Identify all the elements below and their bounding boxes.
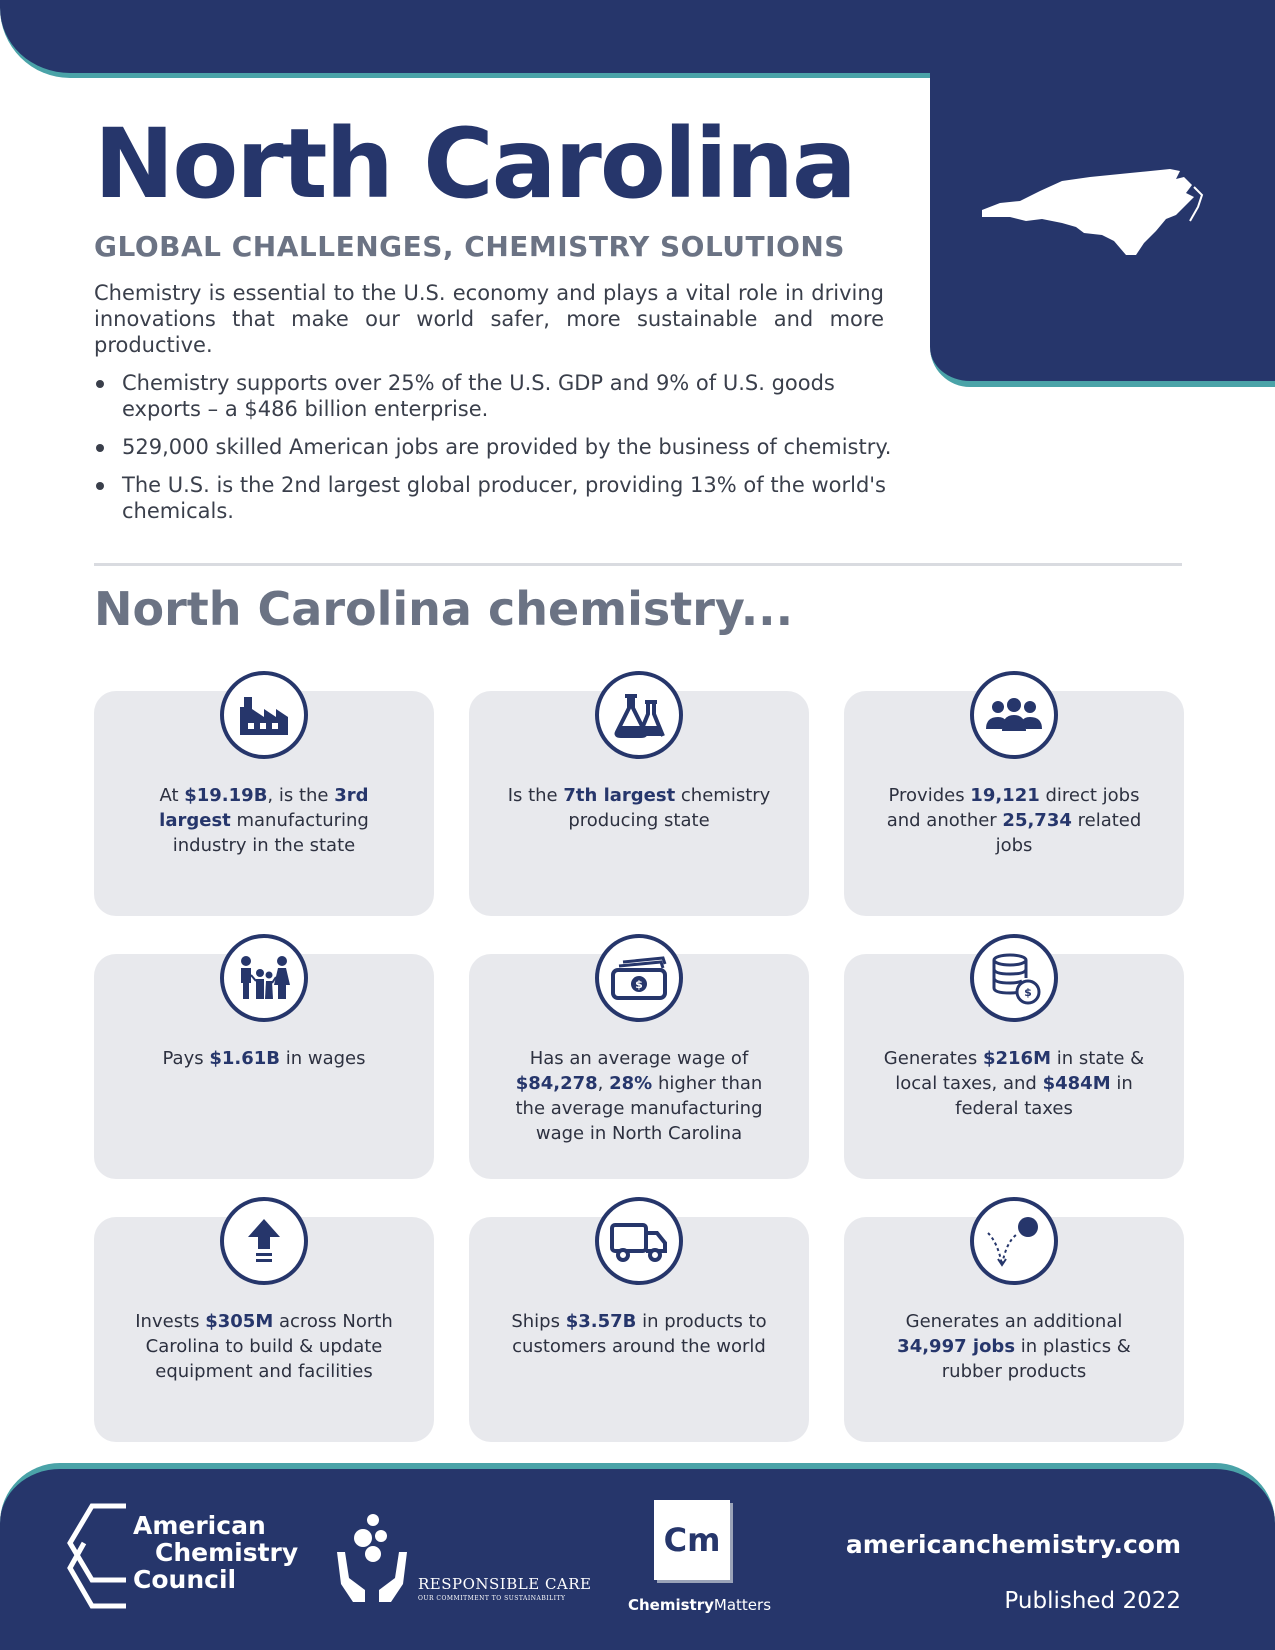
stat-card-text <box>874 1309 1154 1384</box>
stat-card-average-wage <box>469 954 809 1179</box>
stat-text-segment: in federal taxes <box>955 1073 1133 1119</box>
stat-text-segment: Provides <box>888 785 971 806</box>
people-icon <box>970 671 1058 759</box>
published-date: Published 2022 <box>1004 1588 1181 1614</box>
stat-card-taxes <box>844 954 1184 1179</box>
stat-highlight: 3rd largest <box>159 785 369 831</box>
section-divider <box>94 563 1182 566</box>
north-carolina-map-icon <box>980 167 1220 267</box>
page-subtitle: GLOBAL CHALLENGES, CHEMISTRY SOLUTIONS <box>94 230 845 263</box>
stat-highlight: 34,997 jobs <box>897 1336 1016 1357</box>
fact-list <box>94 370 914 536</box>
family-icon <box>220 934 308 1022</box>
state-map-panel <box>930 72 1275 387</box>
stat-card-text <box>874 1046 1154 1121</box>
fact-item: The U.S. is the 2nd largest global producer, providing 13% of the world's chemicals. <box>94 472 914 524</box>
stat-card-plastics <box>844 1217 1184 1442</box>
stat-card-jobs <box>844 691 1184 916</box>
stat-text-segment: in state & local taxes, and <box>895 1048 1145 1094</box>
stat-text-segment: Is the <box>507 785 564 806</box>
stat-card-manufacturing <box>94 691 434 916</box>
stat-highlight: $305M <box>205 1311 274 1332</box>
stat-text-segment: in products to customers around the world <box>512 1311 767 1357</box>
stat-text-segment: Pays <box>162 1048 210 1069</box>
stat-text-segment: chemistry producing state <box>568 785 771 831</box>
stat-text-segment: manufacturing industry in the state <box>172 810 369 856</box>
stat-text-segment: At <box>159 785 185 806</box>
stat-card-text <box>124 1046 404 1071</box>
stat-highlight: 19,121 <box>970 785 1040 806</box>
stat-card-shipments <box>469 1217 809 1442</box>
stat-card-text <box>124 1309 404 1384</box>
stat-highlight: $84,278 <box>515 1073 598 1094</box>
website-link[interactable]: americanchemistry.com <box>845 1530 1181 1559</box>
stat-highlight: $484M <box>1042 1073 1111 1094</box>
stat-text-segment: Generates <box>883 1048 983 1069</box>
chemistry-matters-wordmark: ChemistryMatters <box>628 1596 772 1614</box>
stat-highlight: $1.61B <box>209 1048 280 1069</box>
stat-text-segment: across North Carolina to build & update equipment and facilities <box>145 1311 393 1382</box>
page-title: North Carolina <box>94 108 855 220</box>
intro-paragraph: Chemistry is essential to the U.S. economy and plays a vital role in driving innovations that make our world safer, more sustainable and more productive. <box>94 281 884 357</box>
top-banner <box>0 0 1275 78</box>
stat-card-text <box>499 1309 779 1359</box>
fact-item: 529,000 skilled American jobs are provided by the business of chemistry. <box>94 434 914 460</box>
stat-card-rank <box>469 691 809 916</box>
stat-text-segment: Ships <box>511 1311 566 1332</box>
stat-highlight: $3.57B <box>565 1311 637 1332</box>
responsible-care-logo-icon <box>335 1512 409 1604</box>
stat-card-text <box>499 783 779 833</box>
stat-text-segment: direct jobs and another <box>886 785 1140 831</box>
money-icon <box>595 934 683 1022</box>
stat-text-segment: related jobs <box>995 810 1142 856</box>
stat-text-segment: , <box>597 1073 610 1094</box>
bouncing-ball-icon <box>970 1197 1058 1285</box>
stat-card-text <box>124 783 404 858</box>
acc-hexagon-logo-icon <box>64 1498 144 1618</box>
stat-text-segment: Invests <box>135 1311 206 1332</box>
stat-highlight: $216M <box>982 1048 1051 1069</box>
stat-text-segment: Has an average wage of <box>529 1048 749 1069</box>
stat-highlight: $19.19B <box>184 785 268 806</box>
stat-text-segment: Generates an additional <box>905 1311 1123 1332</box>
stat-card-investment <box>94 1217 434 1442</box>
stat-highlight: 7th largest <box>563 785 676 806</box>
stat-card-text <box>874 783 1154 858</box>
stat-highlight: 28% <box>609 1073 653 1094</box>
fact-item: Chemistry supports over 25% of the U.S. GDP and 9% of U.S. goods exports – a $486 billion enterprise. <box>94 370 914 422</box>
chemistry-matters-logo: Cm <box>654 1500 730 1580</box>
stat-text-segment: in plastics & rubber products <box>941 1336 1131 1382</box>
responsible-care-title: RESPONSIBLE CARE <box>418 1575 592 1593</box>
factory-icon <box>220 671 308 759</box>
svg-text:$: $ <box>635 978 643 991</box>
responsible-care-subtitle: OUR COMMITMENT TO SUSTAINABILITY <box>418 1595 566 1602</box>
stat-card-text <box>499 1046 779 1146</box>
truck-icon <box>595 1197 683 1285</box>
stat-text-segment: higher than the average manufacturing wage in North Carolina <box>515 1073 763 1144</box>
stat-card-wages <box>94 954 434 1179</box>
flasks-icon <box>595 671 683 759</box>
coins-icon <box>970 934 1058 1022</box>
section-title: North Carolina chemistry... <box>94 582 794 636</box>
upload-arrow-icon <box>220 1197 308 1285</box>
stat-text-segment: , is the <box>267 785 335 806</box>
stat-text-segment: in wages <box>280 1048 366 1069</box>
stat-highlight: 25,734 <box>1002 810 1072 831</box>
acc-logo-text: American Chemistry Council <box>133 1511 299 1594</box>
svg-text:$: $ <box>1024 986 1032 999</box>
